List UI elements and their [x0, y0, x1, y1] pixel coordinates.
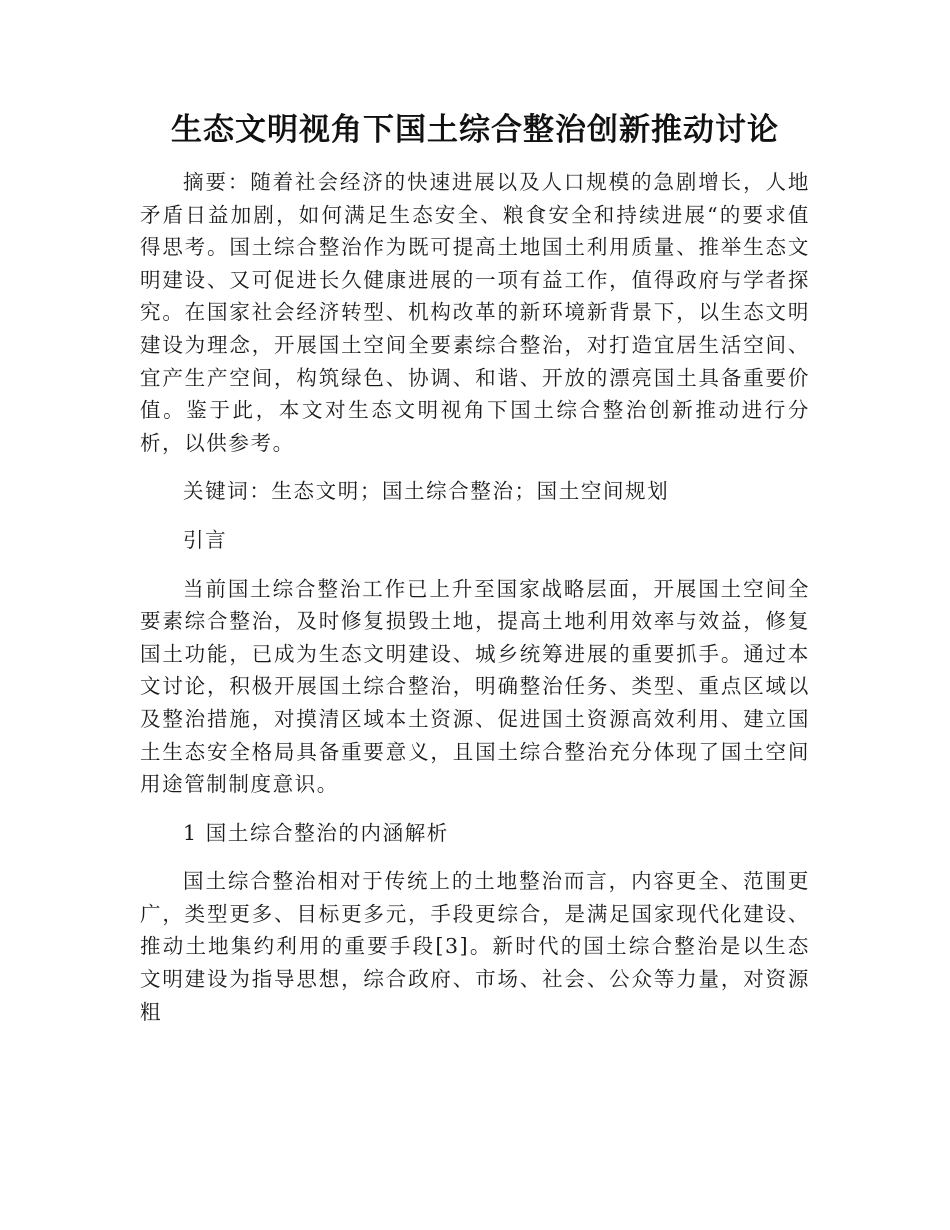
intro-paragraph: 当前国土综合整治工作已上升至国家战略层面，开展国土空间全要素综合整治，及时修复损毁土地，提高土地利用效率与效益，修复国土功能，已成为生态文明建设、城乡统筹进展的重要抓手。通过本文讨论，积极开展国土综合整治，明确整治任务、类型、重点区域以及整治措施，对摸清区域本土资源、促进国土资源高效利用、建立国土生态安全格局具备重要意义，且国土综合整治充分体现了国土空间用途管制制度意识。	[140, 576, 810, 797]
document-body	[140, 166, 810, 1044]
section-1-paragraph: 国土综合整治相对于传统上的土地整治而言，内容更全、范围更广，类型更多、目标更多元，手段更综合，是满足国家现代化建设、推动土地集约利用的重要手段[3]。新时代的国土综合整治是以生态文明建设为指导思想，综合政府、市场、社会、公众等力量，对资源粗	[140, 869, 810, 1024]
document-title: 生态文明视角下国土综合整治创新推动讨论	[171, 112, 779, 148]
abstract-paragraph: 摘要：随着社会经济的快速进展以及人口规模的急剧增长，人地矛盾日益加剧，如何满足生态安全、粮食安全和持续进展“的要求值得思考。国土综合整治作为既可提高土地国土利用质量、推举生态文明建设、又可促进长久健康进展的一项有益工作，值得政府与学者探究。在国家社会经济转型、机构改革的新环境新背景下，以生态文明建设为理念，开展国土空间全要素综合整治，对打造宜居生活空间、宜产生产空间，构筑绿色、协调、和谐、开放的漂亮国土具备重要价值。鉴于此，本文对生态文明视角下国土综合整治创新推动进行分析，以供参考。	[140, 170, 810, 455]
keywords-paragraph: 关键词：生态文明；国土综合整治；国土空间规划	[183, 479, 670, 504]
intro-heading: 引言	[183, 527, 228, 552]
section-1-heading: 1 国土综合整治的内涵解析	[183, 820, 449, 845]
